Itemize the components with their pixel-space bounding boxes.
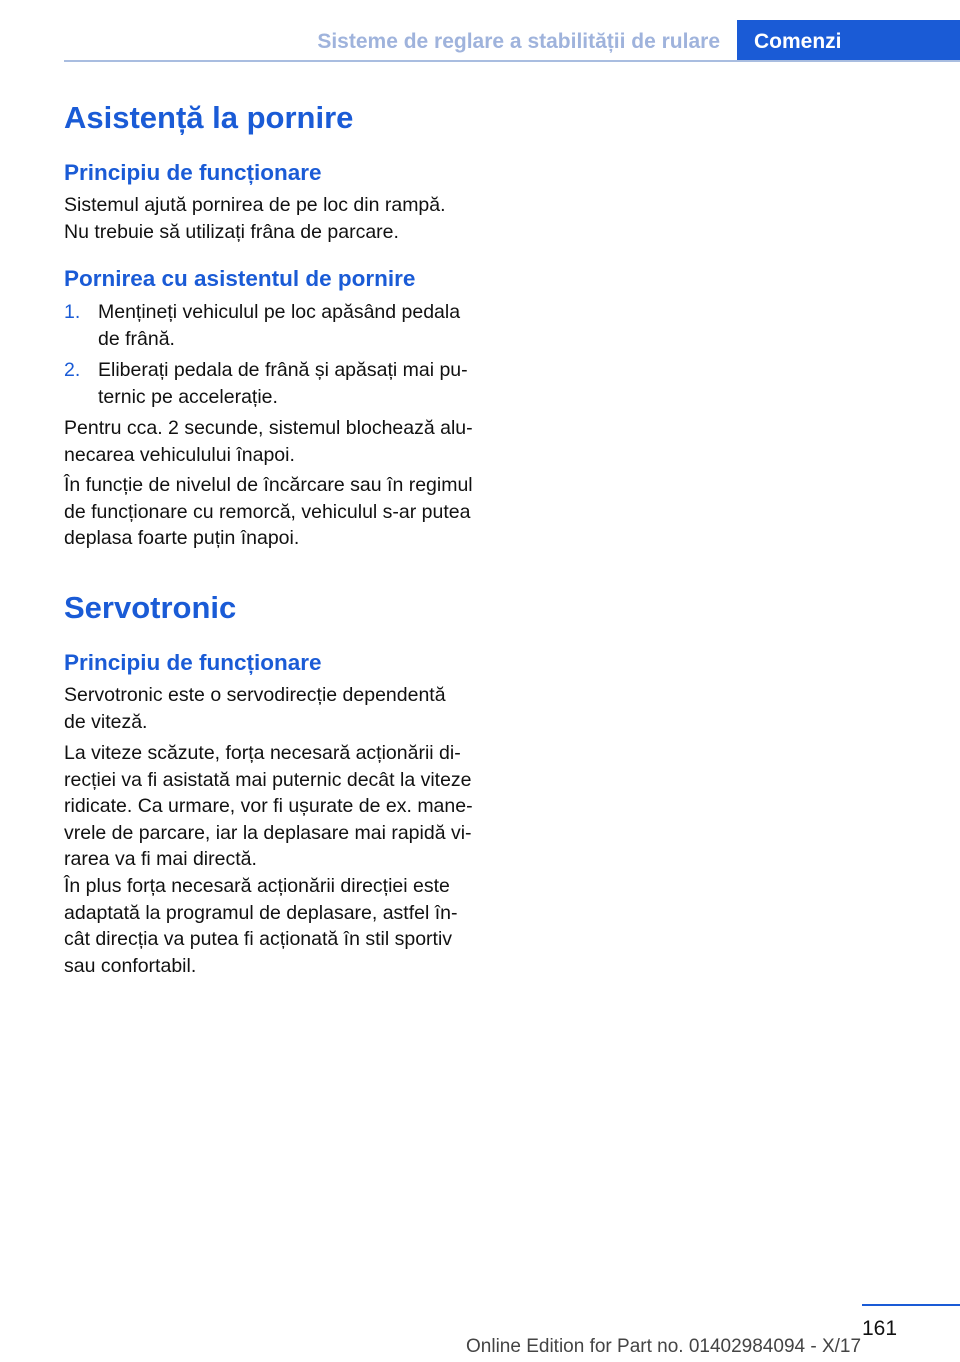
text-line: de viteză. xyxy=(64,710,148,733)
section-title-servotronic: Servotronic xyxy=(64,590,237,625)
paragraph xyxy=(64,873,484,979)
text-line: În plus forța necesară acționării direcției este xyxy=(64,875,450,897)
list-item xyxy=(64,299,484,352)
footer-edition: Online Edition for Part no. 01402984094 - X/17 xyxy=(466,1336,862,1357)
subsection-title-pornirea: Pornirea cu asistentul de pornire xyxy=(64,266,416,291)
text-line: ternic pe accelerație. xyxy=(98,385,278,408)
header-tab-comenzi[interactable] xyxy=(737,20,960,62)
text-line: deplasa foarte puțin înapoi. xyxy=(64,527,300,549)
text-line: Servotronic este o servodirecție dependentă xyxy=(64,684,446,706)
header-divider xyxy=(64,60,960,62)
text-line: În funcție de nivelul de încărcare sau în regimul xyxy=(64,474,473,496)
text-line: Sistemul ajută pornirea de pe loc din rampă. xyxy=(64,194,446,216)
page-number: 161 xyxy=(862,1317,898,1340)
paragraph xyxy=(64,472,484,552)
list-item xyxy=(64,357,484,410)
text-line: Nu trebuie să utilizați frâna de parcare. xyxy=(64,220,399,243)
text-line: vrele de parcare, iar la deplasare mai rapidă vi‐ xyxy=(64,821,472,844)
subsection-title-principiu: Principiu de funcționare xyxy=(64,160,322,185)
text-line: ridicate. Ca urmare, vor fi ușurate de ex. mane‐ xyxy=(64,795,473,817)
header-tab-label: Comenzi xyxy=(754,30,842,53)
section-title-asistenta: Asistență la pornire xyxy=(64,100,354,135)
subsection-title-principiu: Principiu de funcționare xyxy=(64,650,322,675)
paragraph xyxy=(64,192,484,245)
text-line: Pentru cca. 2 secunde, sistemul blochează alu‐ xyxy=(64,417,473,439)
header-section-title: Sisteme de reglare a stabilității de rulare xyxy=(317,30,720,53)
text-line: de funcționare cu remorcă, vehiculul s-ar putea xyxy=(64,500,471,523)
list-number: 2. xyxy=(64,359,81,381)
text-line: La viteze scăzute, forța necesară acționării di‐ xyxy=(64,742,461,764)
paragraph xyxy=(64,415,484,468)
text-line: Eliberați pedala de frână și apăsați mai pu‐ xyxy=(98,359,468,381)
list-number: 1. xyxy=(64,301,81,323)
footer-divider xyxy=(862,1304,960,1306)
paragraph xyxy=(64,740,484,873)
text-line: de frână. xyxy=(98,327,175,350)
text-line: rarea va fi mai directă. xyxy=(64,848,257,870)
text-line: sau confortabil. xyxy=(64,954,197,977)
text-line: Mențineți vehiculul pe loc apăsând pedala xyxy=(98,301,461,323)
text-line: adaptată la programul de deplasare, astfel în‐ xyxy=(64,901,458,924)
text-line: necarea vehiculului înapoi. xyxy=(64,443,295,466)
text-line: cât direcția va putea fi acționată în stil sportiv xyxy=(64,928,453,950)
paragraph xyxy=(64,682,484,735)
text-line: recției va fi asistată mai puternic decât la viteze xyxy=(64,768,472,791)
